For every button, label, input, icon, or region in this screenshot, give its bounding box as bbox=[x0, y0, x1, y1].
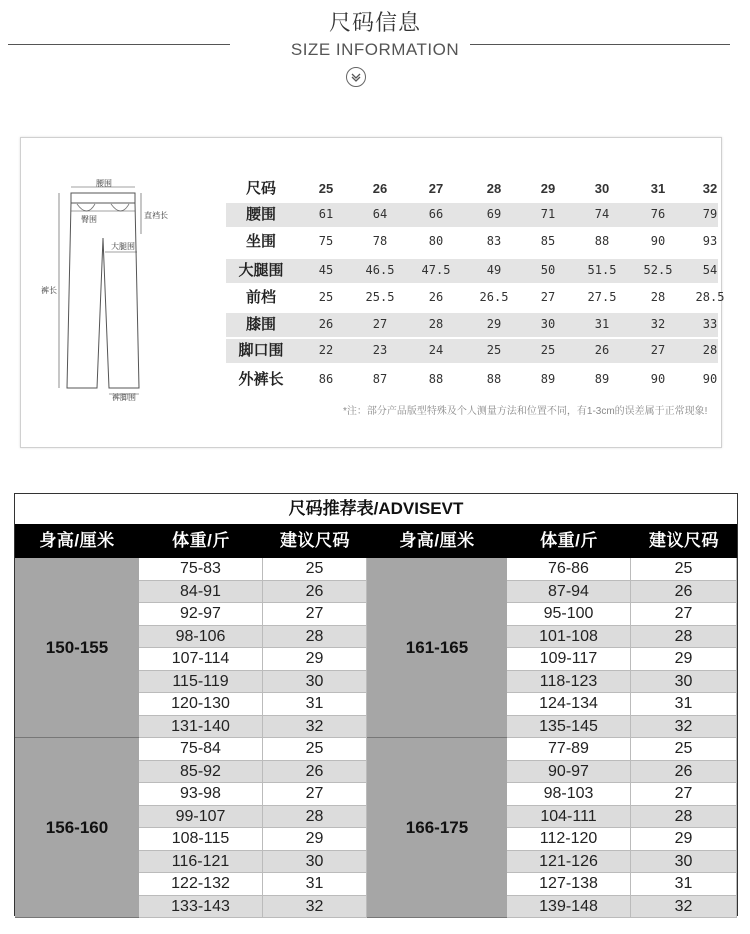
size-cell: 83 bbox=[486, 234, 502, 248]
size-cell: 74 bbox=[594, 207, 610, 221]
size-cell: 31 bbox=[631, 873, 737, 896]
weight-cell: 127-138 bbox=[507, 873, 631, 896]
size-cell: 32 bbox=[263, 716, 367, 739]
header-height: 身高/厘米 bbox=[39, 531, 115, 550]
size-cell: 28 bbox=[263, 806, 367, 829]
size-row-label: 膝围 bbox=[245, 316, 276, 333]
pants-outline-icon bbox=[41, 178, 191, 403]
size-cell: 32 bbox=[631, 716, 737, 739]
size-cell: 28 bbox=[650, 290, 666, 304]
size-cell: 25 bbox=[631, 738, 737, 761]
size-cell: 30 bbox=[631, 851, 737, 874]
size-cell: 25 bbox=[486, 343, 502, 357]
size-row-label: 坐围 bbox=[245, 233, 276, 250]
weight-cell: 87-94 bbox=[507, 581, 631, 604]
size-cell: 66 bbox=[428, 207, 444, 221]
size-cell: 26 bbox=[594, 343, 610, 357]
header-size: 建议尺码 bbox=[280, 531, 350, 550]
weight-cell: 101-108 bbox=[507, 626, 631, 649]
weight-cell: 75-84 bbox=[139, 738, 263, 761]
diagram-label-length: 裤长 bbox=[41, 286, 57, 295]
size-cell: 25 bbox=[540, 343, 556, 357]
size-row-label: 前档 bbox=[245, 289, 276, 306]
header-weight: 体重/斤 bbox=[540, 531, 598, 550]
weight-cell: 118-123 bbox=[507, 671, 631, 694]
size-cell: 49 bbox=[486, 263, 502, 277]
weight-cell: 85-92 bbox=[139, 761, 263, 784]
size-cell: 29 bbox=[486, 317, 502, 331]
size-cell: 27.5 bbox=[587, 290, 617, 304]
size-cell: 28 bbox=[428, 317, 444, 331]
size-cell: 88 bbox=[594, 234, 610, 248]
diagram-label-leg-opening: 裤脚围 bbox=[112, 393, 136, 402]
weight-cell: 139-148 bbox=[507, 896, 631, 919]
size-cell: 90 bbox=[650, 234, 666, 248]
size-cell: 69 bbox=[486, 207, 502, 221]
size-measure-row bbox=[226, 228, 718, 255]
size-cell: 28.5 bbox=[695, 290, 725, 304]
size-row-label: 尺码 bbox=[245, 180, 276, 197]
size-cell: 28 bbox=[702, 343, 718, 357]
size-cell: 30 bbox=[263, 671, 367, 694]
size-cell: 25 bbox=[318, 181, 334, 196]
size-cell: 22 bbox=[318, 343, 334, 357]
size-cell: 79 bbox=[702, 207, 718, 221]
size-cell: 89 bbox=[540, 372, 556, 386]
size-cell: 29 bbox=[263, 648, 367, 671]
size-cell: 50 bbox=[540, 263, 556, 277]
size-cell: 27 bbox=[372, 317, 388, 331]
weight-cell: 124-134 bbox=[507, 693, 631, 716]
size-measure-row bbox=[226, 311, 718, 338]
size-cell: 31 bbox=[650, 181, 666, 196]
size-cell: 31 bbox=[594, 317, 610, 331]
size-cell: 27 bbox=[263, 783, 367, 806]
page-subtitle: SIZE INFORMATION bbox=[290, 40, 460, 59]
weight-cell: 90-97 bbox=[507, 761, 631, 784]
weight-cell: 107-114 bbox=[139, 648, 263, 671]
size-cell: 88 bbox=[428, 372, 444, 386]
size-cell: 30 bbox=[540, 317, 556, 331]
size-cell: 27 bbox=[263, 603, 367, 626]
size-cell: 80 bbox=[428, 234, 444, 248]
page-title: 尺码信息 bbox=[328, 10, 421, 35]
size-cell: 25.5 bbox=[365, 290, 395, 304]
size-cell: 28 bbox=[631, 626, 737, 649]
size-measure-row bbox=[226, 337, 718, 364]
size-cell: 89 bbox=[594, 372, 610, 386]
size-cell: 28 bbox=[263, 626, 367, 649]
size-cell: 32 bbox=[263, 896, 367, 919]
weight-cell: 98-103 bbox=[507, 783, 631, 806]
height-group-cell: 161-165 bbox=[367, 558, 507, 738]
weight-cell: 93-98 bbox=[139, 783, 263, 806]
size-cell: 25 bbox=[263, 558, 367, 581]
size-cell: 29 bbox=[631, 828, 737, 851]
weight-cell: 92-97 bbox=[139, 603, 263, 626]
size-cell: 45 bbox=[318, 263, 334, 277]
weight-cell: 133-143 bbox=[139, 896, 263, 919]
size-cell: 54 bbox=[702, 263, 718, 277]
weight-cell: 109-117 bbox=[507, 648, 631, 671]
size-cell: 26 bbox=[428, 290, 444, 304]
size-cell: 78 bbox=[372, 234, 388, 248]
size-cell: 27 bbox=[631, 603, 737, 626]
height-group-cell: 166-175 bbox=[367, 738, 507, 918]
weight-cell: 98-106 bbox=[139, 626, 263, 649]
size-row-label: 脚口围 bbox=[238, 342, 284, 359]
size-cell: 75 bbox=[318, 234, 334, 248]
weight-cell: 77-89 bbox=[507, 738, 631, 761]
size-cell: 33 bbox=[702, 317, 718, 331]
size-cell: 46.5 bbox=[365, 263, 395, 277]
size-measure-row bbox=[226, 257, 718, 284]
size-row-label: 大腿围 bbox=[238, 262, 284, 279]
diagram-label-waist: 腰围 bbox=[96, 179, 112, 188]
size-measure-row bbox=[226, 284, 725, 311]
size-recommend-table bbox=[14, 493, 738, 916]
size-cell: 27 bbox=[650, 343, 666, 357]
size-cell: 76 bbox=[650, 207, 666, 221]
weight-cell: 84-91 bbox=[139, 581, 263, 604]
pants-diagram bbox=[41, 178, 191, 403]
header-height: 身高/厘米 bbox=[399, 531, 475, 550]
size-cell: 90 bbox=[650, 372, 666, 386]
size-cell: 85 bbox=[540, 234, 556, 248]
size-cell: 29 bbox=[631, 648, 737, 671]
size-cell: 27 bbox=[540, 290, 556, 304]
size-cell: 93 bbox=[702, 234, 718, 248]
weight-cell: 122-132 bbox=[139, 873, 263, 896]
size-cell: 26 bbox=[631, 581, 737, 604]
height-group-cell: 150-155 bbox=[15, 558, 139, 738]
weight-cell: 95-100 bbox=[507, 603, 631, 626]
size-cell: 25 bbox=[631, 558, 737, 581]
size-cell: 25 bbox=[263, 738, 367, 761]
size-cell: 30 bbox=[594, 181, 610, 196]
weight-cell: 99-107 bbox=[139, 806, 263, 829]
size-cell: 90 bbox=[702, 372, 718, 386]
size-cell: 29 bbox=[263, 828, 367, 851]
size-cell: 26.5 bbox=[479, 290, 509, 304]
diagram-label-hip: 臀围 bbox=[81, 215, 97, 224]
weight-cell: 112-120 bbox=[507, 828, 631, 851]
size-measure-row bbox=[226, 201, 718, 228]
size-cell: 87 bbox=[372, 372, 388, 386]
diagram-label-thigh: 大腿围 bbox=[111, 242, 135, 251]
header-weight: 体重/斤 bbox=[172, 531, 230, 550]
weight-cell: 115-119 bbox=[139, 671, 263, 694]
weight-cell: 121-126 bbox=[507, 851, 631, 874]
size-cell: 27 bbox=[428, 181, 444, 196]
size-row-label: 外裤长 bbox=[238, 371, 284, 388]
size-header-row bbox=[226, 175, 718, 202]
size-cell: 26 bbox=[263, 761, 367, 784]
size-cell: 32 bbox=[631, 896, 737, 919]
size-cell: 26 bbox=[372, 181, 388, 196]
header-size: 建议尺码 bbox=[649, 531, 719, 550]
size-measure-row bbox=[226, 366, 718, 393]
size-cell: 26 bbox=[631, 761, 737, 784]
size-cell: 51.5 bbox=[587, 263, 617, 277]
height-group-cell: 156-160 bbox=[15, 738, 139, 918]
recommend-title: 尺码推荐表/ADVISEVT bbox=[288, 499, 464, 518]
weight-cell: 131-140 bbox=[139, 716, 263, 739]
size-cell: 24 bbox=[428, 343, 444, 357]
measurement-note: *注：部分产品版型特殊及个人测量方法和位置不同，有1-3cm的误差属于正常现象! bbox=[343, 406, 708, 417]
weight-cell: 108-115 bbox=[139, 828, 263, 851]
size-cell: 32 bbox=[650, 317, 666, 331]
weight-cell: 76-86 bbox=[507, 558, 631, 581]
size-cell: 52.5 bbox=[643, 263, 673, 277]
weight-cell: 75-83 bbox=[139, 558, 263, 581]
size-info-panel bbox=[20, 137, 725, 448]
size-row-label: 腰围 bbox=[245, 206, 276, 223]
size-cell: 88 bbox=[486, 372, 502, 386]
size-cell: 32 bbox=[702, 181, 718, 196]
weight-cell: 135-145 bbox=[507, 716, 631, 739]
size-cell: 31 bbox=[263, 873, 367, 896]
size-cell: 31 bbox=[631, 693, 737, 716]
size-cell: 64 bbox=[372, 207, 388, 221]
size-cell: 23 bbox=[372, 343, 388, 357]
chevron-down-circle-icon bbox=[346, 67, 366, 87]
weight-cell: 120-130 bbox=[139, 693, 263, 716]
size-cell: 47.5 bbox=[421, 263, 451, 277]
recommend-header-row bbox=[15, 524, 737, 558]
diagram-label-front-rise: 直裆长 bbox=[144, 211, 168, 220]
size-cell: 71 bbox=[540, 207, 556, 221]
size-cell: 86 bbox=[318, 372, 334, 386]
size-cell: 30 bbox=[631, 671, 737, 694]
size-cell: 25 bbox=[318, 290, 334, 304]
size-cell: 26 bbox=[318, 317, 334, 331]
size-cell: 27 bbox=[631, 783, 737, 806]
size-cell: 28 bbox=[486, 181, 502, 196]
size-cell: 61 bbox=[318, 207, 334, 221]
size-cell: 26 bbox=[263, 581, 367, 604]
size-cell: 29 bbox=[540, 181, 556, 196]
weight-cell: 104-111 bbox=[507, 806, 631, 829]
weight-cell: 116-121 bbox=[139, 851, 263, 874]
size-cell: 31 bbox=[263, 693, 367, 716]
size-cell: 30 bbox=[263, 851, 367, 874]
size-cell: 28 bbox=[631, 806, 737, 829]
